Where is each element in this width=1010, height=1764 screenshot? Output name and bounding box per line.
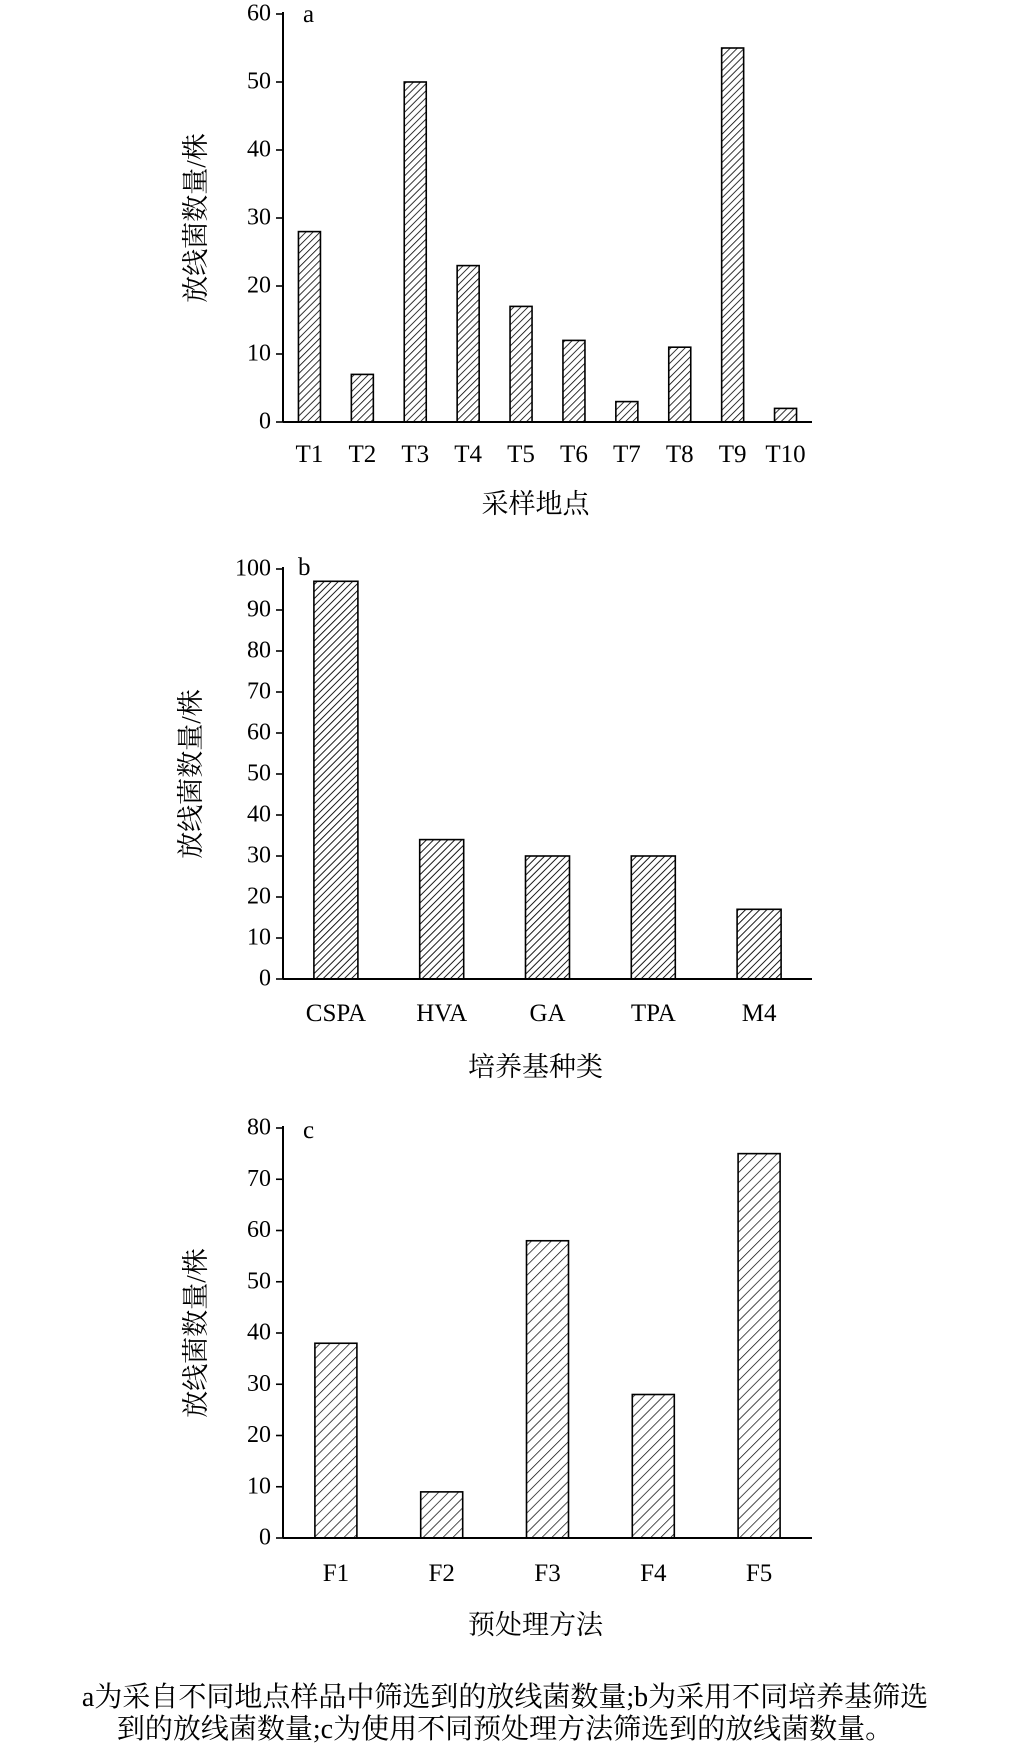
y-tick-label: 70 <box>247 678 271 705</box>
bar-hva <box>420 840 464 979</box>
y-tick-label: 100 <box>235 555 271 582</box>
x-tick-label: CSPA <box>305 1000 367 1027</box>
bar-ga <box>526 856 570 979</box>
bar-t7 <box>616 402 638 422</box>
chart-panel-c <box>181 1115 812 1641</box>
y-tick-label: 30 <box>247 842 271 869</box>
x-tick-label: T9 <box>718 441 747 468</box>
y-tick-label: 20 <box>247 883 271 910</box>
x-tick-label: F4 <box>640 1560 667 1587</box>
bar-f3 <box>527 1241 569 1538</box>
y-tick-label: 60 <box>247 1217 271 1244</box>
x-axis-title: 培养基种类 <box>468 1052 603 1082</box>
x-tick-label: GA <box>529 1000 566 1027</box>
x-tick-label: T8 <box>665 441 694 468</box>
y-tick-label: 20 <box>247 272 271 299</box>
bar-f4 <box>632 1395 674 1539</box>
panel-letter: b <box>298 554 311 581</box>
x-tick-label: T1 <box>295 441 324 468</box>
x-tick-label: T6 <box>560 441 588 468</box>
bar-t6 <box>563 340 585 422</box>
bar-t4 <box>457 266 479 422</box>
x-tick-label: T7 <box>612 441 641 468</box>
y-tick-label: 80 <box>247 637 271 664</box>
y-tick-label: 90 <box>247 596 271 623</box>
x-axis-title: 预处理方法 <box>468 1610 603 1640</box>
bar-t5 <box>510 306 532 422</box>
panel-letter: a <box>303 1 315 28</box>
bar-t9 <box>722 48 744 422</box>
x-tick-label: T5 <box>507 441 535 468</box>
bar-cspa <box>314 581 358 979</box>
y-tick-label: 0 <box>259 965 271 992</box>
x-tick-label: T3 <box>401 441 430 468</box>
panel-letter: c <box>303 1117 315 1144</box>
y-tick-label: 30 <box>247 204 271 231</box>
y-tick-label: 40 <box>247 136 271 163</box>
x-tick-label: HVA <box>416 1000 468 1027</box>
chart-panel-b <box>176 554 812 1082</box>
y-tick-label: 40 <box>247 1319 271 1346</box>
x-tick-label: M4 <box>741 1000 777 1027</box>
x-axis-title: 采样地点 <box>481 489 590 519</box>
bar-f5 <box>738 1154 780 1538</box>
y-tick-label: 50 <box>247 68 271 95</box>
bar-t8 <box>669 347 691 422</box>
bar-f2 <box>421 1492 463 1538</box>
y-tick-label: 50 <box>247 1268 271 1295</box>
y-tick-label: 10 <box>247 924 271 951</box>
x-tick-label: F1 <box>322 1560 350 1587</box>
x-tick-label: F3 <box>534 1560 561 1587</box>
bar-m4 <box>737 909 781 979</box>
y-tick-label: 30 <box>247 1370 271 1397</box>
figure-caption-line-2: 到的放线菌数量;c为使用不同预处理方法筛选到的放线菌数量。 <box>116 1714 894 1745</box>
y-tick-label: 10 <box>247 1473 271 1500</box>
y-axis-title: 放线菌数量/株 <box>176 689 206 859</box>
x-tick-label: T10 <box>765 441 806 468</box>
y-axis-title: 放线菌数量/株 <box>181 1248 211 1418</box>
bar-t1 <box>298 232 320 422</box>
x-tick-label: F2 <box>428 1560 455 1587</box>
bar-f1 <box>315 1343 357 1538</box>
y-tick-label: 0 <box>259 1524 271 1551</box>
x-tick-label: T4 <box>454 441 483 468</box>
bar-t10 <box>775 408 797 422</box>
figure-caption-line-1: a为采自不同地点样品中筛选到的放线菌数量;b为采用不同培养基筛选 <box>81 1682 929 1713</box>
x-tick-label: TPA <box>630 1000 676 1027</box>
bar-tpa <box>631 856 675 979</box>
y-tick-label: 60 <box>247 0 271 27</box>
y-tick-label: 70 <box>247 1165 271 1192</box>
y-tick-label: 10 <box>247 340 271 367</box>
y-tick-label: 40 <box>247 801 271 828</box>
y-tick-label: 60 <box>247 719 271 746</box>
y-tick-label: 80 <box>247 1114 271 1141</box>
y-tick-label: 20 <box>247 1422 271 1449</box>
y-tick-label: 50 <box>247 760 271 787</box>
x-tick-label: T2 <box>348 441 377 468</box>
chart-panel-a <box>181 1 812 520</box>
bar-t2 <box>351 374 373 422</box>
x-tick-label: F5 <box>745 1560 773 1587</box>
y-tick-label: 0 <box>259 408 271 435</box>
y-axis-title: 放线菌数量/株 <box>181 133 211 303</box>
bar-t3 <box>404 82 426 422</box>
